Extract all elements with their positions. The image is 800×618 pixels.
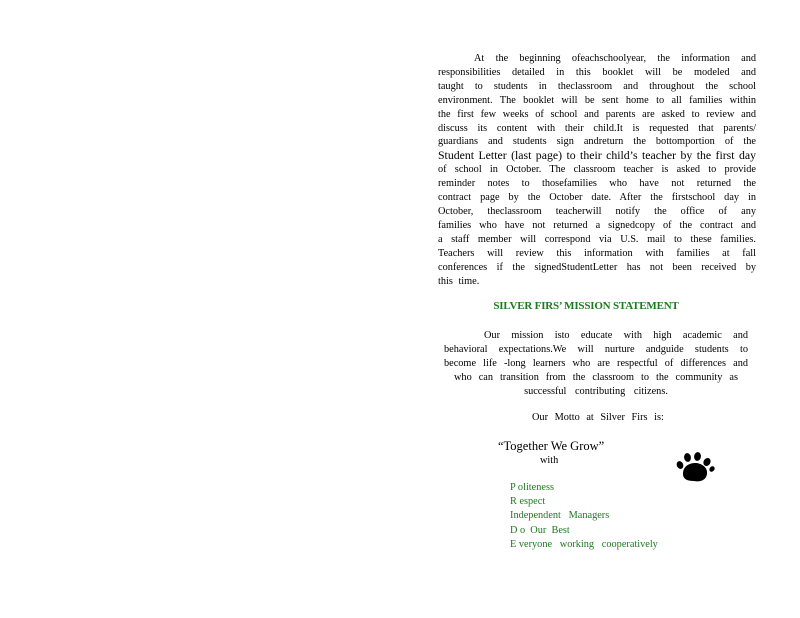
acrostic-word: veryone working cooperatively [516,538,658,550]
acrostic-letter: R [510,496,517,508]
mission-line: who can transition from the classroom to the community as [454,371,738,383]
intro-line: this time. [438,275,480,287]
acrostic-word: oliteness [515,482,554,493]
intro-line: families who have not returned a signedcopy of the contract and [438,219,756,231]
acrostic-letter: E [510,538,517,550]
paw-print-icon [672,450,718,484]
motto-slogan: “Together We Grow” [498,439,605,453]
intro-line: reminder notes to thosefamilies who have not returned the [438,178,756,190]
acrostic-row [510,524,658,538]
mission-line: behavioral expectations.We will nurture andguide students to [444,343,748,355]
intro-line: responsibilities detailed in this booklet will be modeled and [438,66,756,78]
acrostic-word: o Our Best [517,524,570,536]
intro-line: Student Letter (last page) to their child’s teacher by the first day [438,148,756,163]
mission-line: become life -long learners who are respectful of differences and [444,357,748,369]
intro-line: Teachers will review this information with families at fall [438,247,756,259]
intro-line: guardians and students sign andreturn the bottomportion of the [438,136,756,148]
acrostic-word: ndependent Managers [513,510,610,522]
acrostic-letter: I [510,510,514,522]
motto-intro: Our Motto at Silver Firs is: [532,412,664,423]
mission-heading: SILVER FIRS’ MISSION STATEMENT [493,300,679,312]
intro-line: environment. The booklet will be sent home to all families within [438,94,756,106]
mission-paragraph [444,329,748,399]
intro-line: discuss its content with their child.It is requested that parents/ [438,122,756,134]
intro-line: of school in October. The classroom teacher is asked to provide [438,164,756,176]
acrostic-row [510,481,658,495]
acrostic-letter: D [510,524,518,536]
intro-line: October, theclassroom teacherwill notify the office of any [438,205,756,217]
acrostic-letter: P [510,482,516,493]
acrostic-row [510,495,658,509]
intro-line: taught to students in theclassroom and throughout the school [438,80,756,92]
motto-with: with [540,455,559,466]
pride-acrostic [510,481,658,552]
acrostic-word: espect [516,496,546,508]
intro-paragraph [438,52,756,288]
mission-line: successful contributing citizens. [524,385,668,397]
intro-line: At the beginning ofeachschoolyear, the information and [474,53,756,64]
intro-line: conferences if the signedStudentLetter has not been received by [438,261,756,273]
acrostic-row [510,538,658,552]
intro-line: a staff member will correspond via U.S. mail to these families. [438,233,756,245]
acrostic-row [510,509,658,523]
intro-line: the first few weeks of school and parents are asked to review and [438,108,756,120]
intro-line: contract page by the October date. After the firstschool day in [438,192,756,204]
mission-line: Our mission isto educate with high academic and [484,330,748,341]
